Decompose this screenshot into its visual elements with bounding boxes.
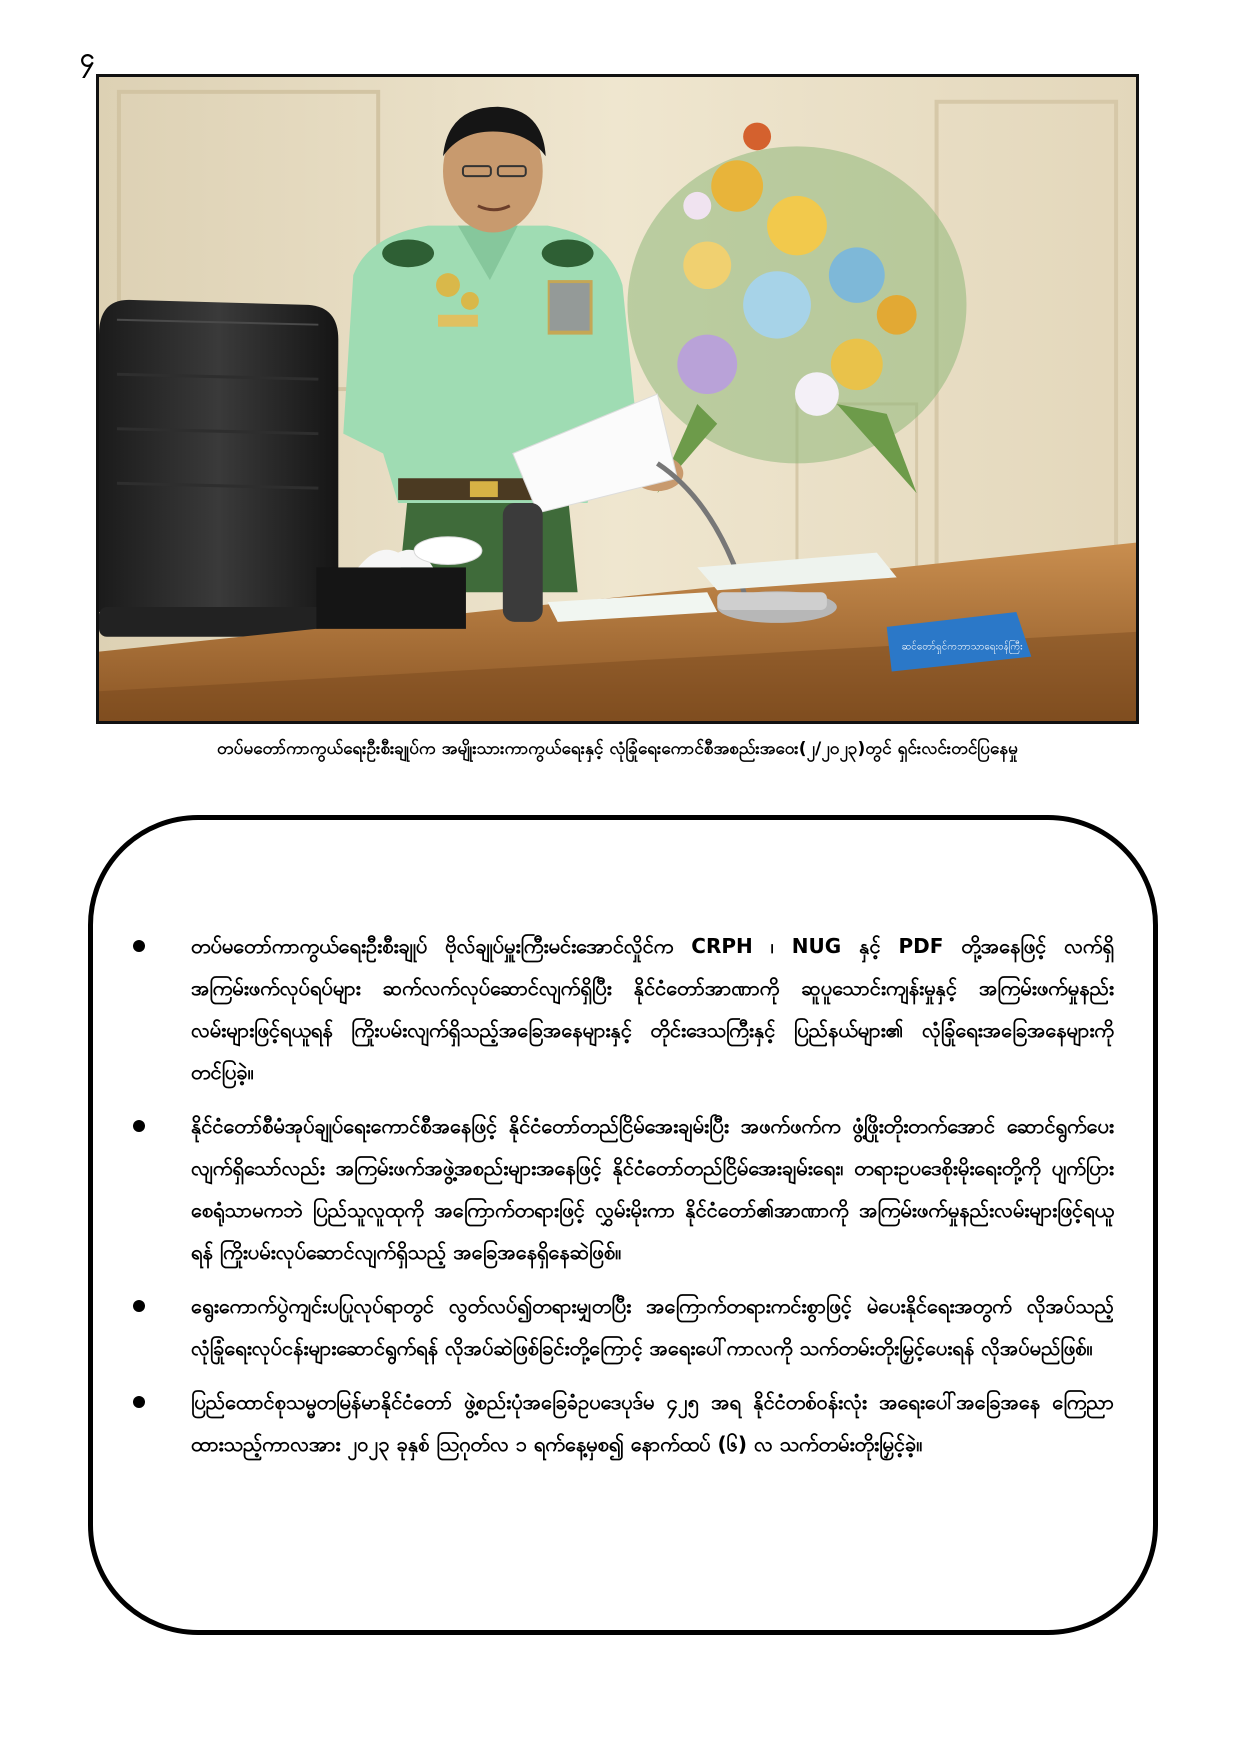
meeting-photo-illustration — [99, 77, 1136, 721]
page-number: ၄ — [80, 43, 95, 73]
svg-text:ဆင်တော်ရှင်ကဘာသာရေးဝန်ကြီး: ဆင်တော်ရှင်ကဘာသာရေးဝန်ကြီး — [901, 641, 1023, 653]
office-chair — [99, 300, 338, 637]
summary-bullet-text: တပ်မတော်ကာကွယ်ရေးဦးစီးချုပ် ဗိုလ်ချုပ်မှူးကြီးမင်းအောင်လှိုင်က CRPH ၊ NUG နှင့် PDF တို့အနေဖြင့် လက်ရှိအကြမ်းဖက်လုပ်ရပ်များ ဆက်လက်လုပ်ဆောင်လျက်ရှိပြီး နိုင်ငံတော်အာဏာကို ဆူပူသောင်းကျန်းမှုနှင့် အကြမ်းဖက်မှုနည်းလမ်းများဖြင့်ရယူရန် ကြိုးပမ်းလျက်ရှိသည့်အခြေအနေများနှင့် တိုင်းဒေသကြီးနှင့် ပြည်နယ်များ၏ လုံခြုံရေးအခြေအနေများကို တင်ပြခဲ့။ — [191, 934, 1114, 1084]
summary-bullet-list — [129, 925, 1114, 1477]
summary-bullet-text: နိုင်ငံတော်စီမံအုပ်ချုပ်ရေးကောင်စီအနေဖြင့် နိုင်ငံတော်တည်ငြိမ်အေးချမ်းပြီး အဖက်ဖက်က ဖွံ့ဖြိုးတိုးတက်အောင် ဆောင်ရွက်ပေးလျက်ရှိသော်လည်း အကြမ်းဖက်အဖွဲ့အစည်းများအနေဖြင့် နိုင်ငံတော်တည်ငြိမ်အေးချမ်းရေး၊ တရားဥပဒေစိုးမိုးရေးတို့ကို ပျက်ပြားစေရုံသာမကဘဲ ပြည်သူလူထုကို အကြောက်တရားဖြင့် လွှမ်းမိုးကာ နိုင်ငံတော်၏အာဏာကို အကြမ်းဖက်မှုနည်းလမ်းများဖြင့်ရယူရန် ကြိုးပမ်းလုပ်ဆောင်လျက်ရှိသည့် အခြေအနေရှိနေဆဲဖြစ်။ — [191, 1114, 1114, 1264]
meeting-photo — [96, 74, 1139, 724]
summary-bullet-1 — [129, 925, 1114, 1093]
summary-bullet-2 — [129, 1105, 1114, 1273]
bullet-icon — [133, 1120, 145, 1132]
photo-caption: တပ်မတော်ကာကွယ်ရေးဦးစီးချုပ်က အမျိုးသားကာကွယ်ရေးနှင့် လုံခြုံရေးကောင်စီအစည်းအဝေး(၂/၂၀၂၃)တွင် ရှင်းလင်းတင်ပြနေမှု — [217, 739, 1018, 759]
bullet-icon — [133, 1396, 145, 1408]
summary-bullet-4 — [129, 1381, 1114, 1465]
bullet-icon — [133, 940, 145, 952]
summary-bullet-text: ပြည်ထောင်စုသမ္မတမြန်မာနိုင်ငံတော် ဖွဲ့စည်းပုံအခြေခံဥပဒေပုဒ်မ ၄၂၅ အရ နိုင်ငံတစ်ဝန်းလုံး အရေးပေါ်အခြေအနေ ကြေညာထားသည့်ကာလအား ၂၀၂၃ ခုနှစ် ဩဂုတ်လ ၁ ရက်နေ့မှစ၍ နောက်ထပ် (၆) လ သက်တမ်းတိုးမြှင့်ခဲ့။ — [191, 1390, 1114, 1456]
summary-bullet-3 — [129, 1285, 1114, 1369]
summary-bullet-text: ရွေးကောက်ပွဲကျင်းပပြုလုပ်ရာတွင် လွတ်လပ်၍တရားမျှတပြီး အကြောက်တရားကင်းစွာဖြင့် မဲပေးနိုင်ရေးအတွက် လိုအပ်သည့်လုံခြုံရေးလုပ်ငန်းများဆောင်ရွက်ရန် လိုအပ်ဆဲဖြစ်ခြင်းတို့ကြောင့် အရေးပေါ်ကာလကို သက်တမ်းတိုးမြှင့်ပေးရန် လိုအပ်မည်ဖြစ်။ — [191, 1294, 1114, 1360]
bullet-icon — [133, 1300, 145, 1312]
summary-box — [88, 815, 1158, 1635]
